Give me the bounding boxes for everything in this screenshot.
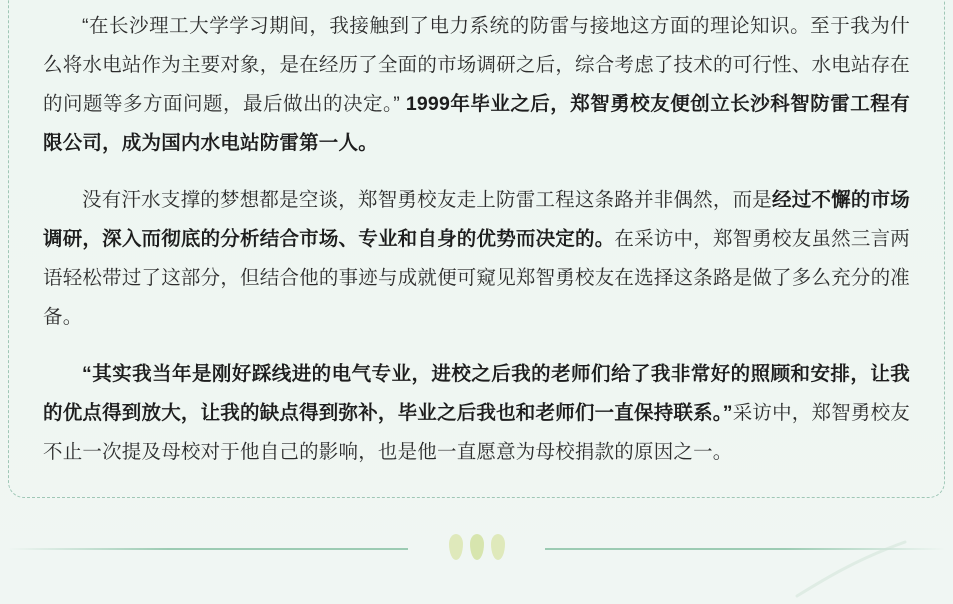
paragraph-2 [43, 181, 910, 337]
paragraph-3 [43, 355, 910, 472]
paragraph-1-run-bold: 1999年毕业之后，郑智勇校友便创立长沙科智防雷工程有限公司，成为国内水电站防雷第一人。 [43, 93, 910, 154]
paragraph-2-run-bold: 经过不懈的市场调研，深入而彻底的分析结合市场、专业和自身的优势而决定的。 [43, 189, 910, 250]
paragraph-2-run-lead: 没有汗水支撑的梦想都是空谈，郑智勇校友走上防雷工程这条路并非偶然，而是 [82, 189, 772, 211]
leaf-icon [470, 534, 484, 560]
paragraph-3-run-tail: 采访中，郑智勇校友不止一次提及母校对于他自己的影响，也是他一直愿意为母校捐款的原因之一。 [43, 402, 911, 463]
decorative-swoosh-icon [793, 540, 913, 600]
divider-line-left [8, 548, 408, 550]
paragraph-3-run-bold-quote: “其实我当年是刚好踩线进的电气专业，进校之后我的老师们给了我非常好的照顾和安排，让我的优点得到放大，让我的缺点得到弥补，毕业之后我也和老师们一直保持联系。” [43, 363, 910, 424]
paragraph-1 [43, 7, 910, 163]
paragraph-2-run-tail: 在采访中，郑智勇校友虽然三言两语轻松带过了这部分，但结合他的事迹与成就便可窥见郑智勇校友在选择这条路是做了多么充分的准备。 [43, 228, 910, 328]
paragraph-1-run-quote: “在长沙理工大学学习期间，我接触到了电力系统的防雷与接地这方面的理论知识。至于我为什么将水电站作为主要对象，是在经历了全面的市场调研之后，综合考虑了技术的可行性、水电站存在的问题等多方面问题，最后做出的决定。” [43, 15, 910, 115]
leaf-icon [449, 534, 463, 560]
article-card [8, 0, 945, 498]
leaf-icon [491, 534, 505, 560]
leaf-ornament-icon [449, 534, 505, 560]
